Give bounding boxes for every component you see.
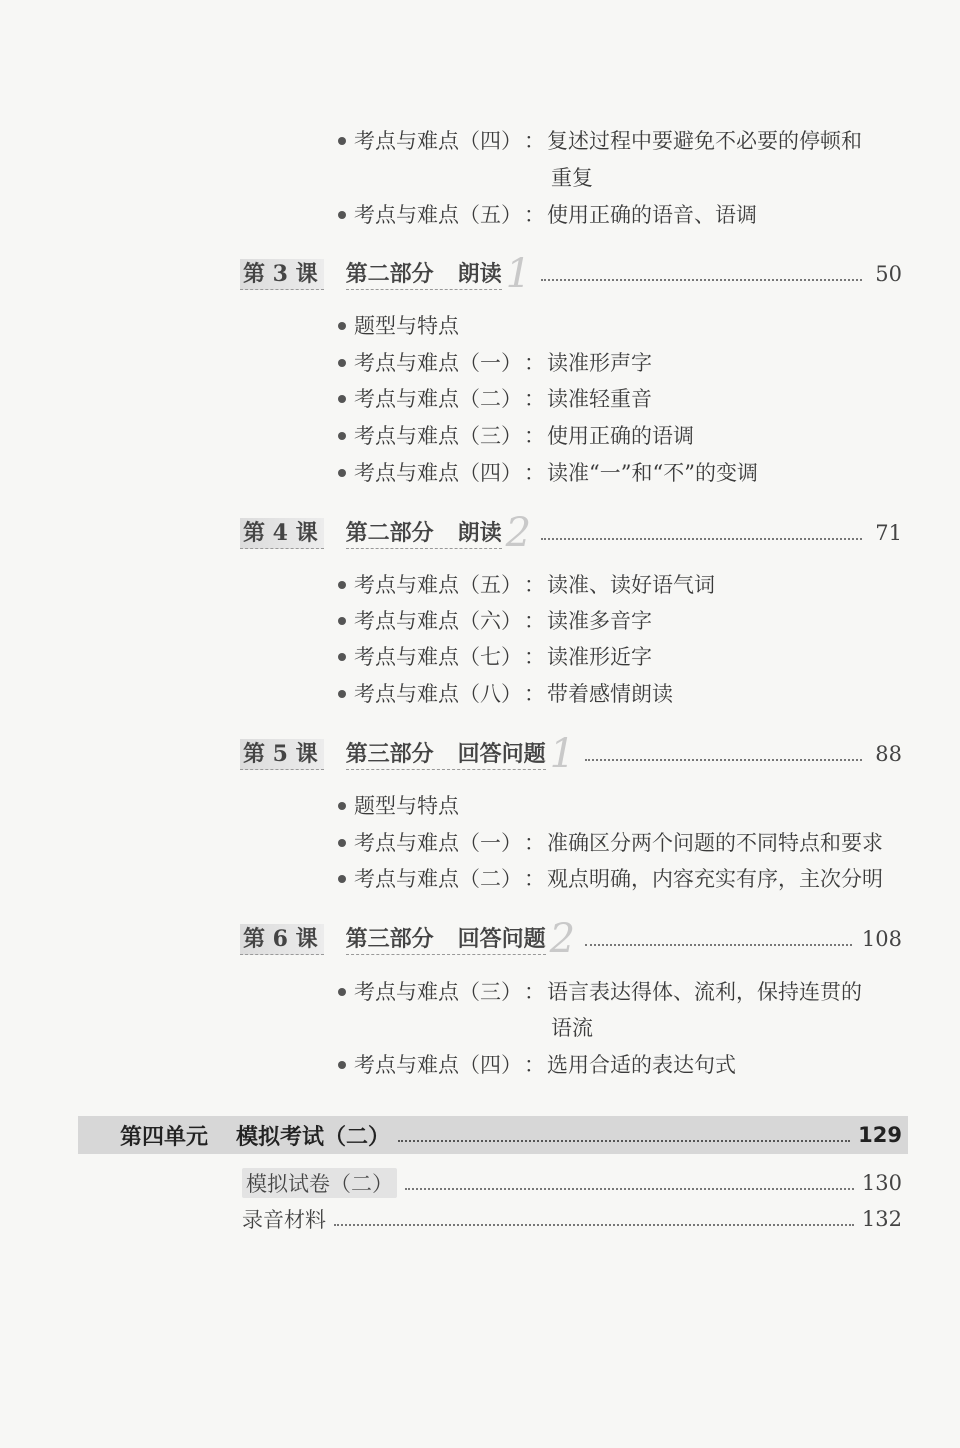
list-item-continuation: 重复 — [551, 166, 593, 190]
entry-title: 录音材料 — [242, 1208, 326, 1232]
list-item: 考点与难点（五）：使用正确的语音、语调 — [338, 197, 757, 233]
lesson-number: 第 3 课 — [240, 259, 324, 290]
list-item: 考点与难点（三）：语言表达得体、流利，保持连贯的 — [338, 974, 862, 1010]
list-item: 考点与难点（五）：读准、读好语气词 — [338, 567, 715, 603]
list-item: 考点与难点（六）：读准多音字 — [338, 603, 652, 639]
list-item: 考点与难点（二）：读准轻重音 — [338, 381, 652, 417]
bullet-icon — [338, 211, 346, 219]
toc-entry-recording-materials[interactable] — [242, 1202, 902, 1236]
bullet-icon — [338, 1061, 346, 1069]
page-number: 88 — [875, 742, 902, 766]
list-item: 考点与难点（一）：准确区分两个问题的不同特点和要求 — [338, 825, 883, 861]
bullet-icon — [338, 322, 346, 330]
bullet-icon — [338, 581, 346, 589]
bullet-icon — [338, 839, 346, 847]
leader-dots — [334, 1224, 854, 1226]
page-number: 129 — [858, 1123, 902, 1147]
lesson-part-mark: 1 — [505, 251, 532, 297]
list-item: 考点与难点（四）：读准“一”和“不”的变调 — [338, 455, 758, 491]
list-item: 考点与难点（七）：读准形近字 — [338, 639, 652, 675]
page-number: 71 — [875, 521, 902, 545]
bullet-icon — [338, 802, 346, 810]
bullet-icon — [338, 432, 346, 440]
list-item: 考点与难点（四）：选用合适的表达句式 — [338, 1047, 736, 1083]
leader-dots — [541, 279, 862, 281]
lesson-part-mark: 2 — [549, 916, 576, 962]
list-item-continuation: 语流 — [551, 1016, 593, 1040]
lesson-3-heading[interactable] — [240, 251, 902, 297]
list-item: 考点与难点（八）：带着感情朗读 — [338, 676, 673, 712]
lesson-number: 第 4 课 — [240, 518, 324, 549]
lesson-title: 第二部分 朗读 — [346, 259, 502, 290]
lesson-title: 第三部分 回答问题 — [346, 739, 546, 770]
lesson-title: 第二部分 朗读 — [346, 518, 502, 549]
bullet-icon — [338, 137, 346, 145]
leader-dots — [541, 538, 862, 540]
list-item: 考点与难点（一）：读准形声字 — [338, 345, 652, 381]
list-item: 考点与难点（四）：复述过程中要避免不必要的停顿和 — [338, 123, 862, 159]
lesson-number: 第 6 课 — [240, 924, 324, 955]
unit-4-heading[interactable] — [78, 1116, 908, 1154]
leader-dots — [585, 759, 862, 761]
bullet-icon — [338, 690, 346, 698]
unit-number: 第四单元 — [120, 1124, 209, 1150]
bullet-icon — [338, 875, 346, 883]
lesson-part-mark: 2 — [505, 510, 532, 556]
list-item: 题型与特点 — [338, 788, 459, 824]
leader-dots — [398, 1140, 850, 1142]
unit-title: 模拟考试（二） — [236, 1124, 391, 1150]
entry-title: 模拟试卷（二） — [242, 1168, 397, 1198]
lesson-5-heading[interactable] — [240, 731, 902, 777]
bullet-icon — [338, 988, 346, 996]
lesson-number: 第 5 课 — [240, 739, 324, 770]
leader-dots — [405, 1188, 854, 1190]
lesson-4-heading[interactable] — [240, 510, 902, 556]
list-item: 题型与特点 — [338, 308, 459, 344]
lesson-part-mark: 1 — [549, 731, 576, 777]
leader-dots — [585, 944, 852, 946]
page-number: 50 — [875, 262, 902, 286]
bullet-icon — [338, 359, 346, 367]
page-number: 108 — [861, 927, 902, 951]
toc-entry-mock-paper[interactable] — [242, 1166, 902, 1200]
bullet-icon — [338, 617, 346, 625]
list-item: 考点与难点（二）：观点明确，内容充实有序，主次分明 — [338, 861, 883, 897]
bullet-icon — [338, 653, 346, 661]
lesson-title: 第三部分 回答问题 — [346, 924, 546, 955]
lesson-6-heading[interactable] — [240, 916, 902, 962]
list-item: 考点与难点（三）：使用正确的语调 — [338, 418, 694, 454]
bullet-icon — [338, 469, 346, 477]
bullet-icon — [338, 395, 346, 403]
page-number: 130 — [861, 1171, 902, 1195]
page-number: 132 — [861, 1207, 902, 1231]
